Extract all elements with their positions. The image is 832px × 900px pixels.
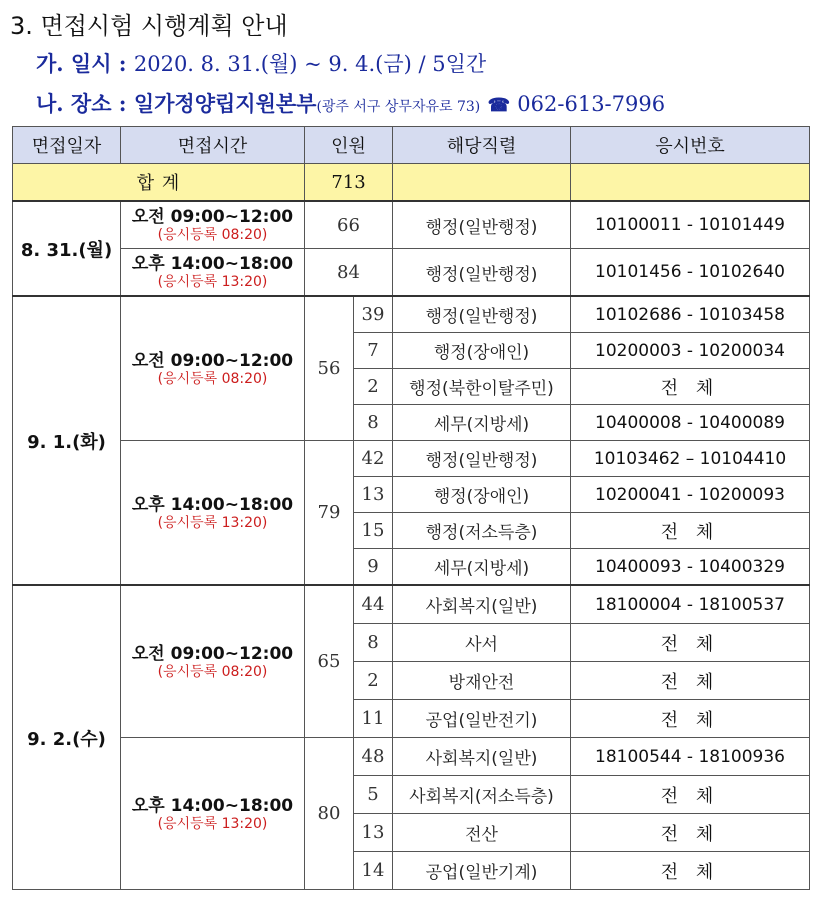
registration-time: (응시등록 13:20) <box>157 815 268 832</box>
applicant-number: 10102686 - 10103458 <box>571 296 810 333</box>
session-count: 80 <box>305 738 354 890</box>
place-name: 일가정양립지원본부 <box>133 91 317 116</box>
header-date: 면접일자 <box>13 127 121 164</box>
job-count: 8 <box>354 405 393 441</box>
registration-time: (응시등록 08:20) <box>157 227 268 243</box>
header-count: 인원 <box>305 127 393 164</box>
applicant-number: 18100544 - 18100936 <box>571 738 810 776</box>
job-count: 44 <box>354 585 393 624</box>
job-series: 세무(지방세) <box>393 405 571 441</box>
applicant-number: 10101456 - 10102640 <box>571 249 810 297</box>
applicant-number: 10400008 - 10400089 <box>571 405 810 441</box>
job-series: 행정(일반행정) <box>393 201 571 249</box>
job-count: 42 <box>354 441 393 477</box>
session-time: 오후 14:00~18:00 <box>131 795 294 816</box>
applicant-number: 10200003 - 10200034 <box>571 333 810 369</box>
interview-schedule-table <box>12 126 810 890</box>
job-count: 2 <box>354 662 393 700</box>
applicant-number: 10400093 - 10400329 <box>571 549 810 586</box>
session-count: 56 <box>305 296 354 441</box>
total-label: 합 계 <box>13 164 305 202</box>
job-count: 7 <box>354 333 393 369</box>
job-series: 행정(일반행정) <box>393 441 571 477</box>
registration-time: (응시등록 08:20) <box>157 370 268 387</box>
place-phone: 062-613-7996 <box>517 92 666 116</box>
job-series: 행정(일반행정) <box>393 249 571 297</box>
applicant-number: 전 체 <box>571 776 810 814</box>
schedule-date-line <box>36 48 486 78</box>
interview-time <box>121 296 305 441</box>
job-series: 공업(일반기계) <box>393 852 571 890</box>
table-row <box>13 738 810 776</box>
interview-date: 9. 2.(수) <box>13 585 121 890</box>
applicant-number: 10100011 - 10101449 <box>571 201 810 249</box>
header-number: 응시번호 <box>571 127 810 164</box>
interview-time <box>121 201 305 249</box>
job-series: 공업(일반전기) <box>393 700 571 738</box>
job-count: 13 <box>354 814 393 852</box>
interview-time <box>121 738 305 890</box>
job-count: 9 <box>354 549 393 586</box>
table-row <box>13 585 810 624</box>
job-series: 사회복지(일반) <box>393 585 571 624</box>
job-count: 2 <box>354 369 393 405</box>
total-row <box>13 164 810 202</box>
table-row <box>13 296 810 333</box>
session-time: 오전 09:00~12:00 <box>131 207 294 227</box>
job-series: 세무(지방세) <box>393 549 571 586</box>
job-count: 11 <box>354 700 393 738</box>
phone-icon: ☎ <box>487 95 510 116</box>
job-count: 13 <box>354 477 393 513</box>
registration-time: (응시등록 13:20) <box>157 274 268 290</box>
session-count: 84 <box>305 249 393 297</box>
applicant-number: 10103462 – 10104410 <box>571 441 810 477</box>
job-series: 행정(장애인) <box>393 333 571 369</box>
applicant-number: 전 체 <box>571 624 810 662</box>
table-row <box>13 441 810 477</box>
interview-time <box>121 585 305 738</box>
total-job <box>393 164 571 202</box>
header-row <box>13 127 810 164</box>
session-count: 65 <box>305 585 354 738</box>
place-label: 나. 장소 : <box>36 91 134 116</box>
session-time: 오후 14:00~18:00 <box>131 494 294 515</box>
interview-date: 8. 31.(월) <box>13 201 121 296</box>
job-series: 행정(장애인) <box>393 477 571 513</box>
applicant-number: 전 체 <box>571 852 810 890</box>
job-series: 행정(일반행정) <box>393 296 571 333</box>
registration-time: (응시등록 08:20) <box>157 663 268 680</box>
registration-time: (응시등록 13:20) <box>157 514 268 531</box>
schedule-body <box>13 127 810 890</box>
total-number <box>571 164 810 202</box>
date-value: 2020. 8. 31.(월) ~ 9. 4.(금) / 5일간 <box>133 52 487 76</box>
job-series: 전산 <box>393 814 571 852</box>
job-count: 39 <box>354 296 393 333</box>
applicant-number: 전 체 <box>571 814 810 852</box>
applicant-number: 전 체 <box>571 369 810 405</box>
job-series: 방재안전 <box>393 662 571 700</box>
job-count: 8 <box>354 624 393 662</box>
table-row <box>13 201 810 249</box>
job-count: 48 <box>354 738 393 776</box>
session-count: 79 <box>305 441 354 586</box>
session-time: 오전 09:00~12:00 <box>131 350 294 371</box>
applicant-number: 18100004 - 18100537 <box>571 585 810 624</box>
section-heading: 3. 면접시험 시행계획 안내 <box>10 12 288 40</box>
session-time: 오전 09:00~12:00 <box>131 643 294 664</box>
job-count: 5 <box>354 776 393 814</box>
total-count: 713 <box>305 164 393 202</box>
job-series: 사회복지(저소득층) <box>393 776 571 814</box>
job-count: 15 <box>354 513 393 549</box>
date-label: 가. 일시 : <box>36 51 134 76</box>
applicant-number: 전 체 <box>571 513 810 549</box>
session-count: 66 <box>305 201 393 249</box>
applicant-number: 전 체 <box>571 662 810 700</box>
interview-date: 9. 1.(화) <box>13 296 121 585</box>
interview-time <box>121 441 305 586</box>
session-time: 오후 14:00~18:00 <box>131 254 294 274</box>
header-job: 해당직렬 <box>393 127 571 164</box>
place-address: (광주 서구 상무자유로 73) <box>316 99 481 115</box>
job-series: 사회복지(일반) <box>393 738 571 776</box>
header-time: 면접시간 <box>121 127 305 164</box>
job-series: 행정(저소득층) <box>393 513 571 549</box>
applicant-number: 10200041 - 10200093 <box>571 477 810 513</box>
schedule-place-line <box>36 88 665 118</box>
job-series: 사서 <box>393 624 571 662</box>
table-row <box>13 249 810 297</box>
interview-time <box>121 249 305 297</box>
job-series: 행정(북한이탈주민) <box>393 369 571 405</box>
applicant-number: 전 체 <box>571 700 810 738</box>
job-count: 14 <box>354 852 393 890</box>
